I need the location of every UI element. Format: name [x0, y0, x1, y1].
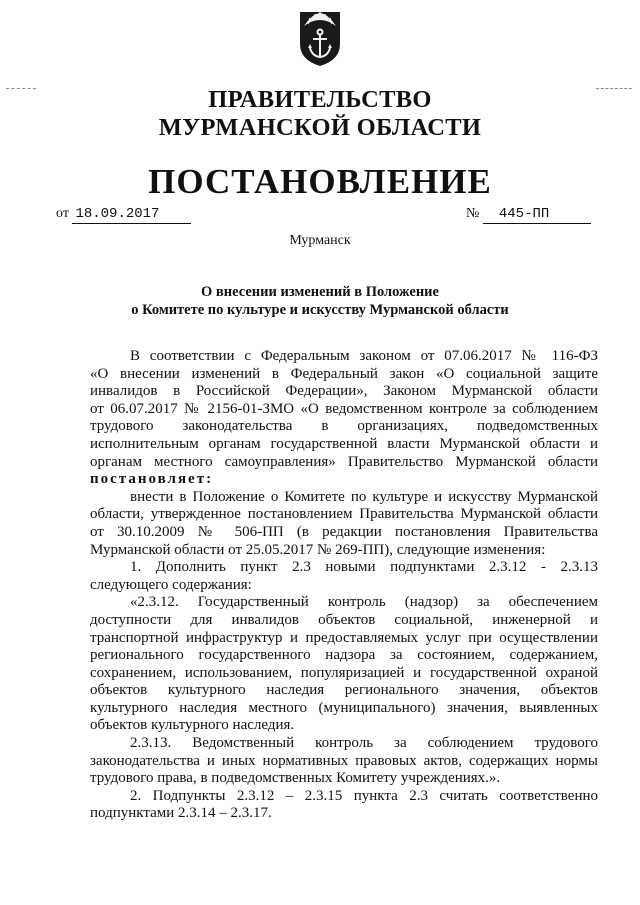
text-line: от 06.07.2017 № 2156-01-ЗМО «О ведомственном контроле за соблюдением: [90, 400, 598, 417]
text-line: 2. Подпункты 2.3.12 – 2.3.15 пункта 2.3 считать соответственно: [130, 787, 598, 804]
text-line: подпунктами 2.3.14 – 2.3.17.: [90, 805, 272, 822]
number-line: [466, 205, 591, 224]
text-line: внести в Положение о Комитете по культуре и искусству Мурманской: [130, 488, 598, 505]
coat-of-arms-icon: [298, 10, 342, 68]
text-line: трудового права, в подведомственных Комитету учреждениях.».: [90, 770, 501, 787]
text-line: «О внесении изменений в Федеральный закон «О социальной защите: [90, 365, 598, 382]
text-line: области, утвержденное постановлением Правительства Мурманской области: [90, 506, 598, 523]
document-number: 445-ПП: [483, 205, 591, 224]
number-prefix: №: [466, 206, 480, 221]
text-line: следующего содержания:: [90, 576, 252, 593]
text-line: трудового законодательства в организациях, подведомственных: [90, 418, 598, 435]
text-line: Мурманской области от 25.05.2017 № 269-ПП), следующие изменения:: [90, 541, 546, 558]
resolves-word: постановляет:: [90, 471, 214, 488]
date-prefix: от: [56, 206, 69, 221]
text-line: регионального государственного надзора за состоянием, содержанием,: [90, 647, 598, 664]
document-body: [90, 348, 598, 823]
subitem-2-3-13-paragraph: [90, 735, 598, 788]
government-title-line1: ПРАВИТЕЛЬСТВО: [208, 86, 432, 113]
text-line: 2.3.13. Ведомственный контроль за соблюдением трудового: [130, 735, 598, 752]
text-line: объектов культурного наследия регионального значения, объектов: [90, 682, 598, 699]
subitem-2-3-12-paragraph: [90, 594, 598, 735]
city: Мурманск: [289, 233, 351, 248]
date-line: [56, 205, 191, 224]
text-line: сохранением, использованием, популяризацией и государственной охраной: [90, 664, 598, 681]
text-line: исполнительным органам государственной власти Мурманской области и: [90, 435, 598, 452]
text-line: законодательства и иных нормативных правовых актов, содержащих нормы: [90, 752, 598, 769]
text-line: 1. Дополнить пункт 2.3 новыми подпунктами 2.3.12 - 2.3.13: [130, 559, 598, 576]
text-line: от 30.10.2009 № 506-ПП (в редакции постановления Правительства: [90, 523, 598, 540]
preamble-paragraph: [90, 348, 598, 471]
text-line: В соответствии с Федеральным законом от 07.06.2017 № 116-ФЗ: [130, 348, 598, 364]
document-subject: [90, 283, 550, 319]
item-1-paragraph: [90, 559, 598, 594]
text-line: инвалидов в Российской Федерации», Законом Мурманской области: [90, 383, 598, 400]
document-type: ПОСТАНОВЛЕНИЕ: [148, 162, 492, 201]
subject-line: о Комитете по культуре и искусству Мурманской области: [131, 302, 509, 318]
text-line: транспортной инфраструктур и предоставляемых услуг при осуществлении: [90, 629, 598, 646]
document-date: 18.09.2017: [72, 205, 191, 224]
government-title-line2: МУРМАНСКОЙ ОБЛАСТИ: [158, 114, 482, 141]
subject-line: О внесении изменений в Положение: [201, 284, 439, 300]
item-2-paragraph: [90, 788, 598, 823]
text-line: объектов культурного наследия.: [90, 717, 295, 734]
text-line: культурного наследия местного (муниципального) значения, выявленных: [90, 699, 598, 716]
text-line: «2.3.12. Государственный контроль (надзор) за обеспечением: [130, 594, 598, 611]
text-line: органам местного самоуправления» Правительство Мурманской области: [90, 453, 598, 470]
text-line: доступности для инвалидов объектов социальной, инженерной и: [90, 611, 598, 628]
intro-paragraph: [90, 489, 598, 559]
